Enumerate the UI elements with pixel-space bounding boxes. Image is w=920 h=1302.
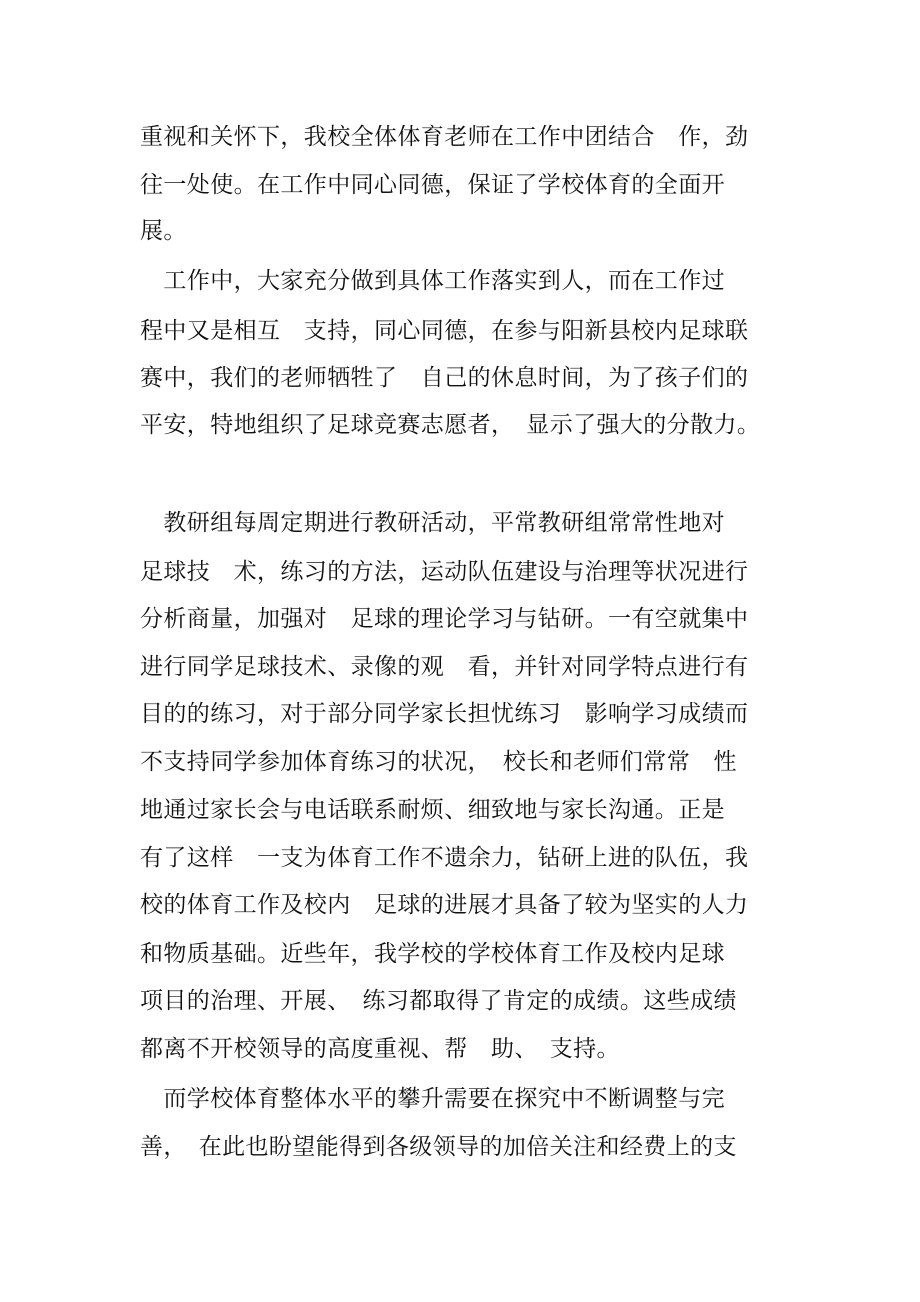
text-line: 进行同学足球技术、录像的观 看，并针对同学特点进行有 xyxy=(140,654,749,680)
text-line: 都离不开校领导的高度重视、帮 助、 支持。 xyxy=(140,1036,620,1062)
text-line: 足球技 术，练习的方法，运动队伍建设与治理等状况进行 xyxy=(140,559,749,585)
text-line: 程中又是相互 支持，同心同德，在参与阳新县校内足球联 xyxy=(140,318,749,344)
text-line: 重视和关怀下，我校全体体育老师在工作中团结合 作，劲 xyxy=(140,124,749,150)
text-line: 分析商量，加强对 足球的理论学习与钻研。一有空就集中 xyxy=(140,606,749,632)
text-line: 校的体育工作及校内 足球的进展才具备了较为坚实的人力 xyxy=(140,892,749,918)
text-line: 教研组每周定期进行教研活动，平常教研组常常性地对 xyxy=(140,510,725,536)
text-line: 有了这样 一支为体育工作不遗余力，钻研上进的队伍，我 xyxy=(140,845,749,871)
text-line: 不支持同学参加体育练习的状况， 校长和老师们常常 性 xyxy=(140,749,737,775)
text-line: 工作中，大家充分做到具体工作落实到人，而在工作过 xyxy=(140,268,725,294)
text-line: 善， 在此也盼望能得到各级领导的加倍关注和经费上的支 xyxy=(140,1134,737,1160)
text-line: 目的的练习，对于部分同学家长担忧练习 影响学习成绩而 xyxy=(140,701,749,727)
text-line: 往一处使。在工作中同心同德，保证了学校体育的全面开 xyxy=(140,172,725,198)
text-line: 地通过家长会与电话联系耐烦、细致地与家长沟通。正是 xyxy=(140,797,725,823)
text-line: 平安，特地组织了足球竞赛志愿者， 显示了强大的分散力。 xyxy=(140,412,761,438)
text-line: 展。 xyxy=(140,218,187,244)
text-line: 项目的治理、开展、 练习都取得了肯定的成绩。这些成绩 xyxy=(140,988,737,1014)
text-line: 赛中，我们的老师牺牲了 自己的休息时间，为了孩子们的 xyxy=(140,365,749,391)
text-line: 和物质基础。近些年，我学校的学校体育工作及校内足球 xyxy=(140,941,725,967)
text-line: 而学校体育整体水平的攀升需要在探究中不断调整与完 xyxy=(140,1086,725,1112)
